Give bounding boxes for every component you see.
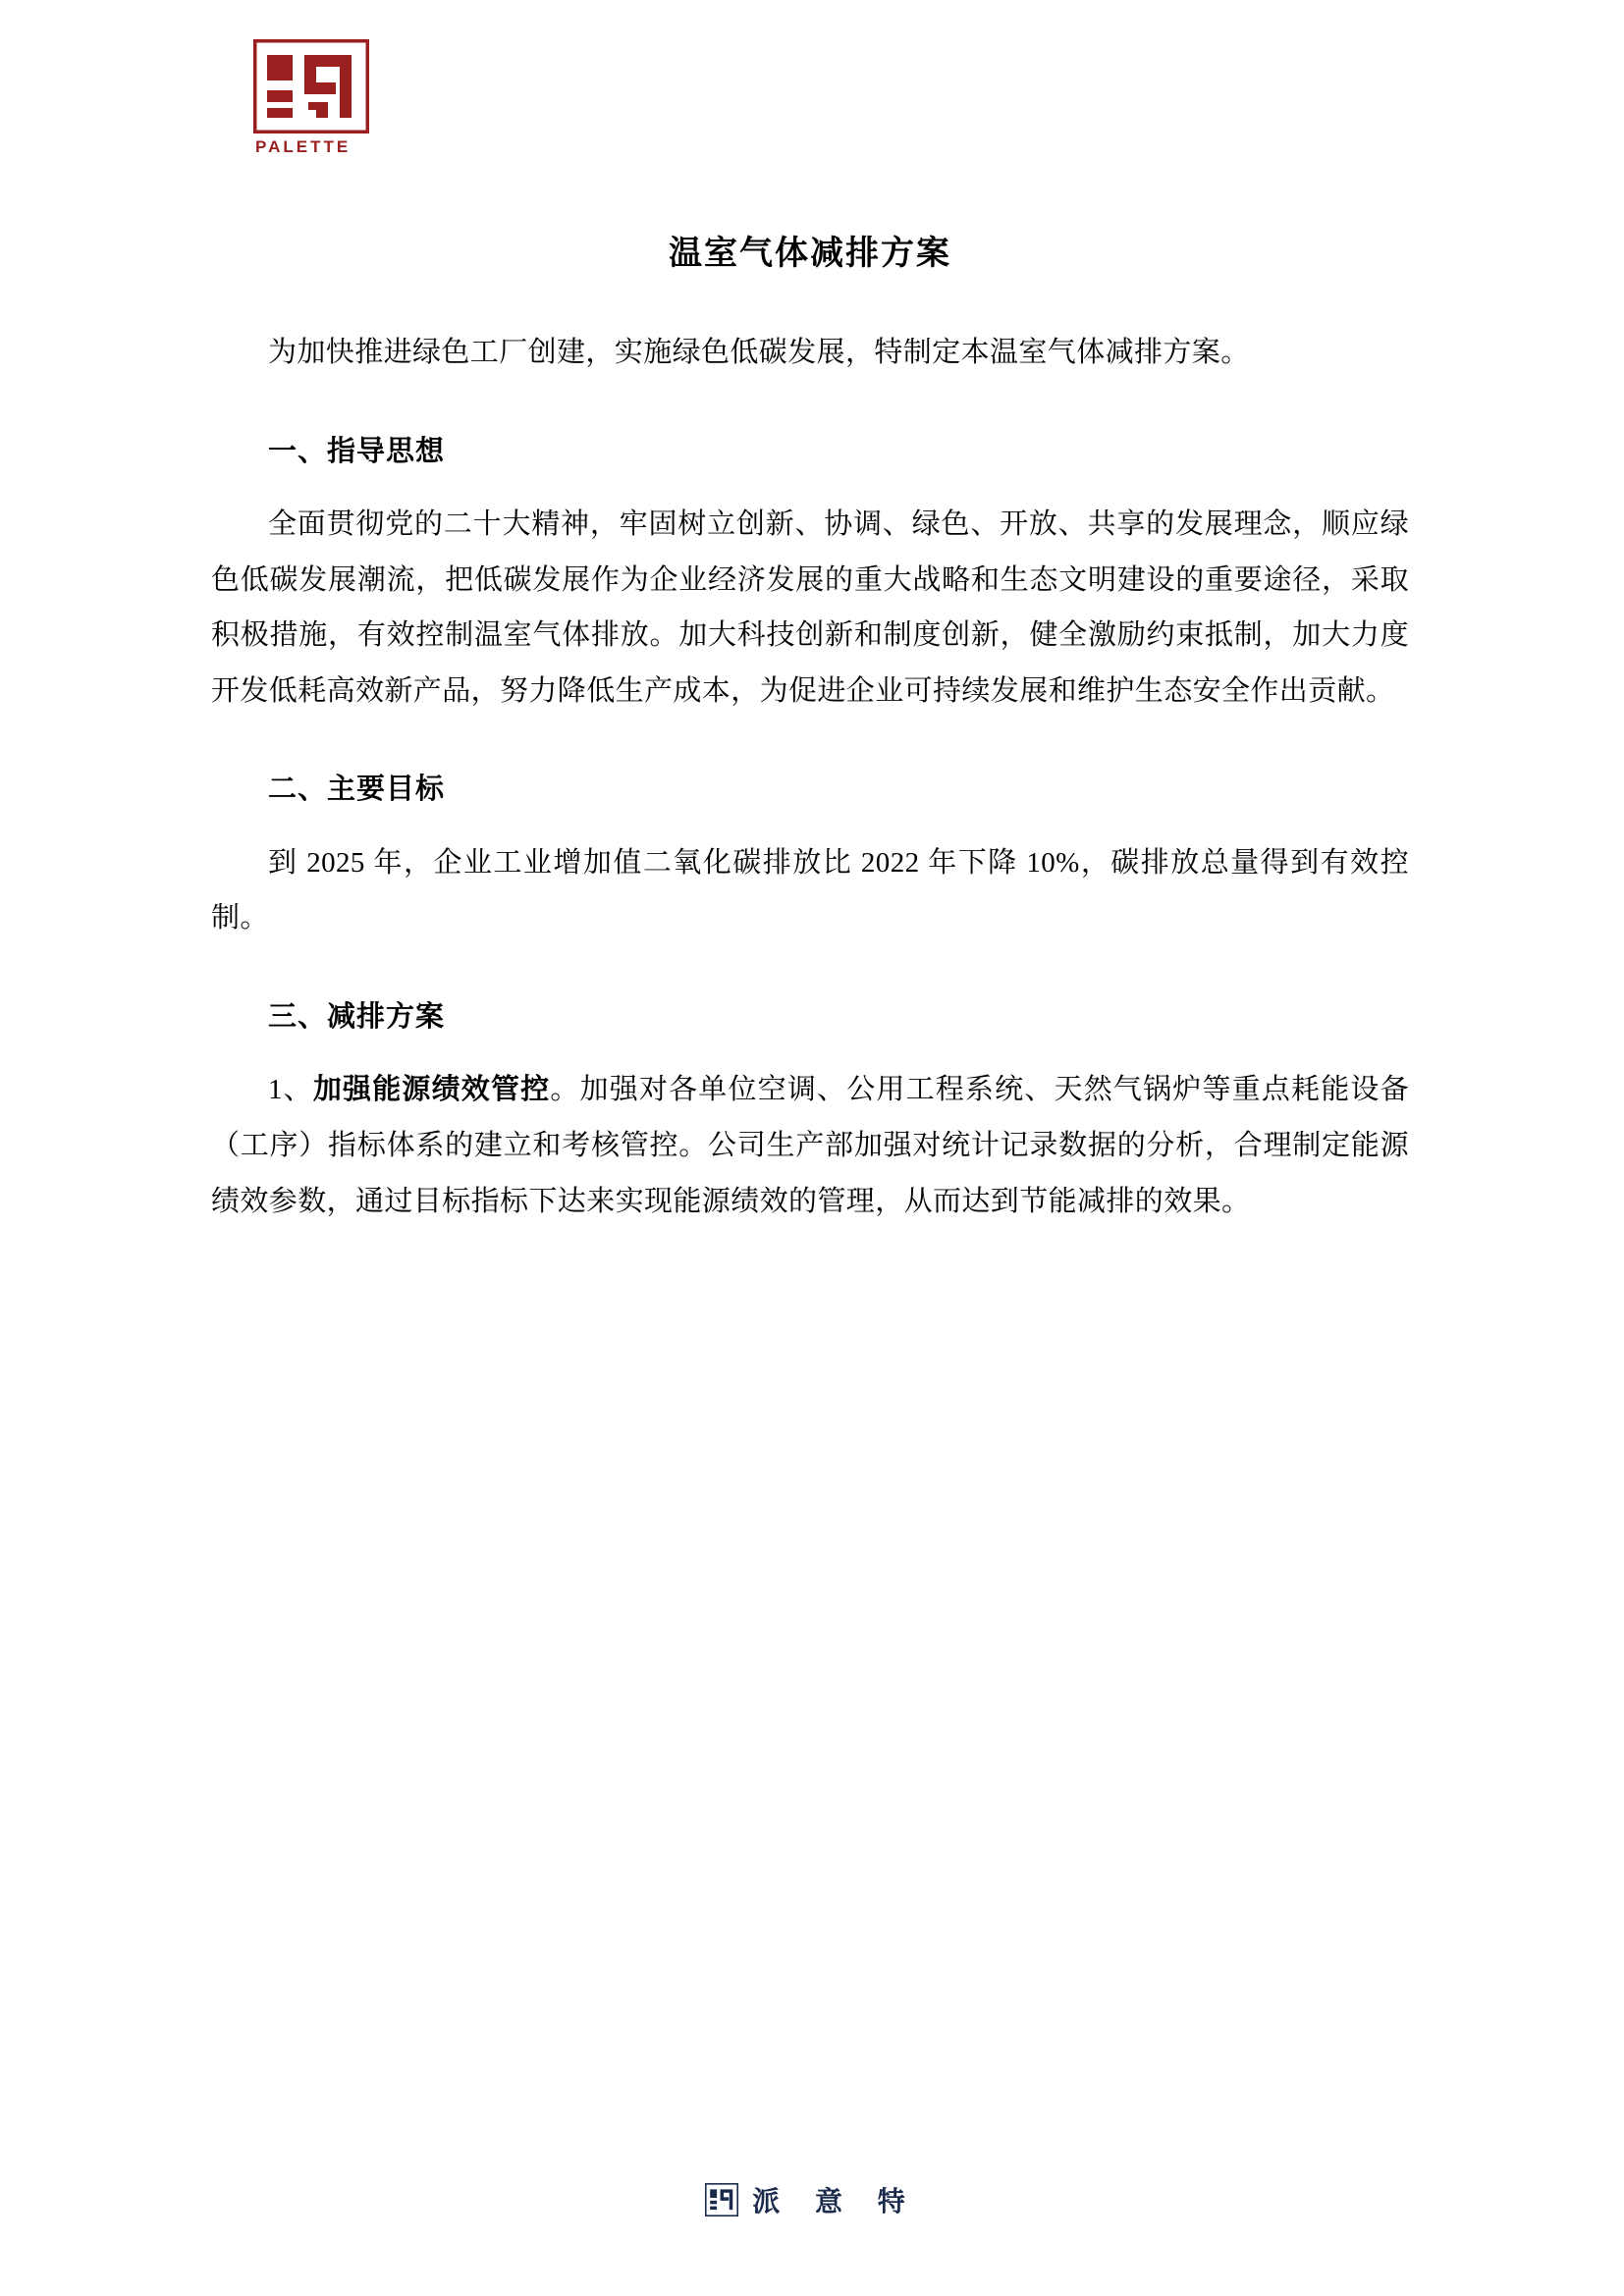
palette-seal-logo-icon	[705, 2183, 738, 2216]
section-body-1: 全面贯彻党的二十大精神，牢固树立创新、协调、绿色、开放、共享的发展理念，顺应绿色低碳发展潮流，把低碳发展作为企业经济发展的重大战略和生态文明建设的重要途径，采取积极措施，有效控制温室气体排放。加大科技创新和制度创新，健全激励约束抵制，加大力度开发低耗高效新产品，努力降低生产成本，为促进企业可持续发展和维护生态安全作出贡献。	[211, 508, 1409, 707]
list-item-title: 加强能源绩效管控	[312, 1074, 551, 1106]
section-body-2: 到 2025 年，企业工业增加值二氧化碳排放比 2022 年下降 10%，碳排放总量得到有效控制。	[211, 846, 1409, 934]
intro-paragraph: 为加快推进绿色工厂创建，实施绿色低碳发展，特制定本温室气体减排方案。	[268, 337, 1250, 368]
palette-seal-logo-icon	[253, 39, 369, 133]
list-item-number: 1、	[268, 1074, 313, 1106]
logo-wordmark: PALETTE	[255, 137, 352, 156]
section-heading-2: 二、主要目标	[268, 774, 446, 806]
footer	[0, 2180, 1624, 2219]
list-item-body: 。加强对各单位空调、公用工程系统、天然气锅炉等重点耗能设备（工序）指标体系的建立和考核管控。公司生产部加强对统计记录数据的分析，合理制定能源绩效参数，通过目标指标下达来实现能源绩效的管理，从而达到节能减排的效果。	[211, 1074, 1409, 1217]
footer-brand-text: 派 意 特	[752, 2186, 919, 2216]
section-body-3	[211, 1062, 1409, 1229]
header-logo	[253, 39, 410, 167]
section-heading-1: 一、指导思想	[268, 435, 446, 467]
page-title: 温室气体减排方案	[669, 236, 951, 272]
section-heading-3: 三、减排方案	[268, 1000, 446, 1033]
document-content	[211, 226, 1409, 1255]
